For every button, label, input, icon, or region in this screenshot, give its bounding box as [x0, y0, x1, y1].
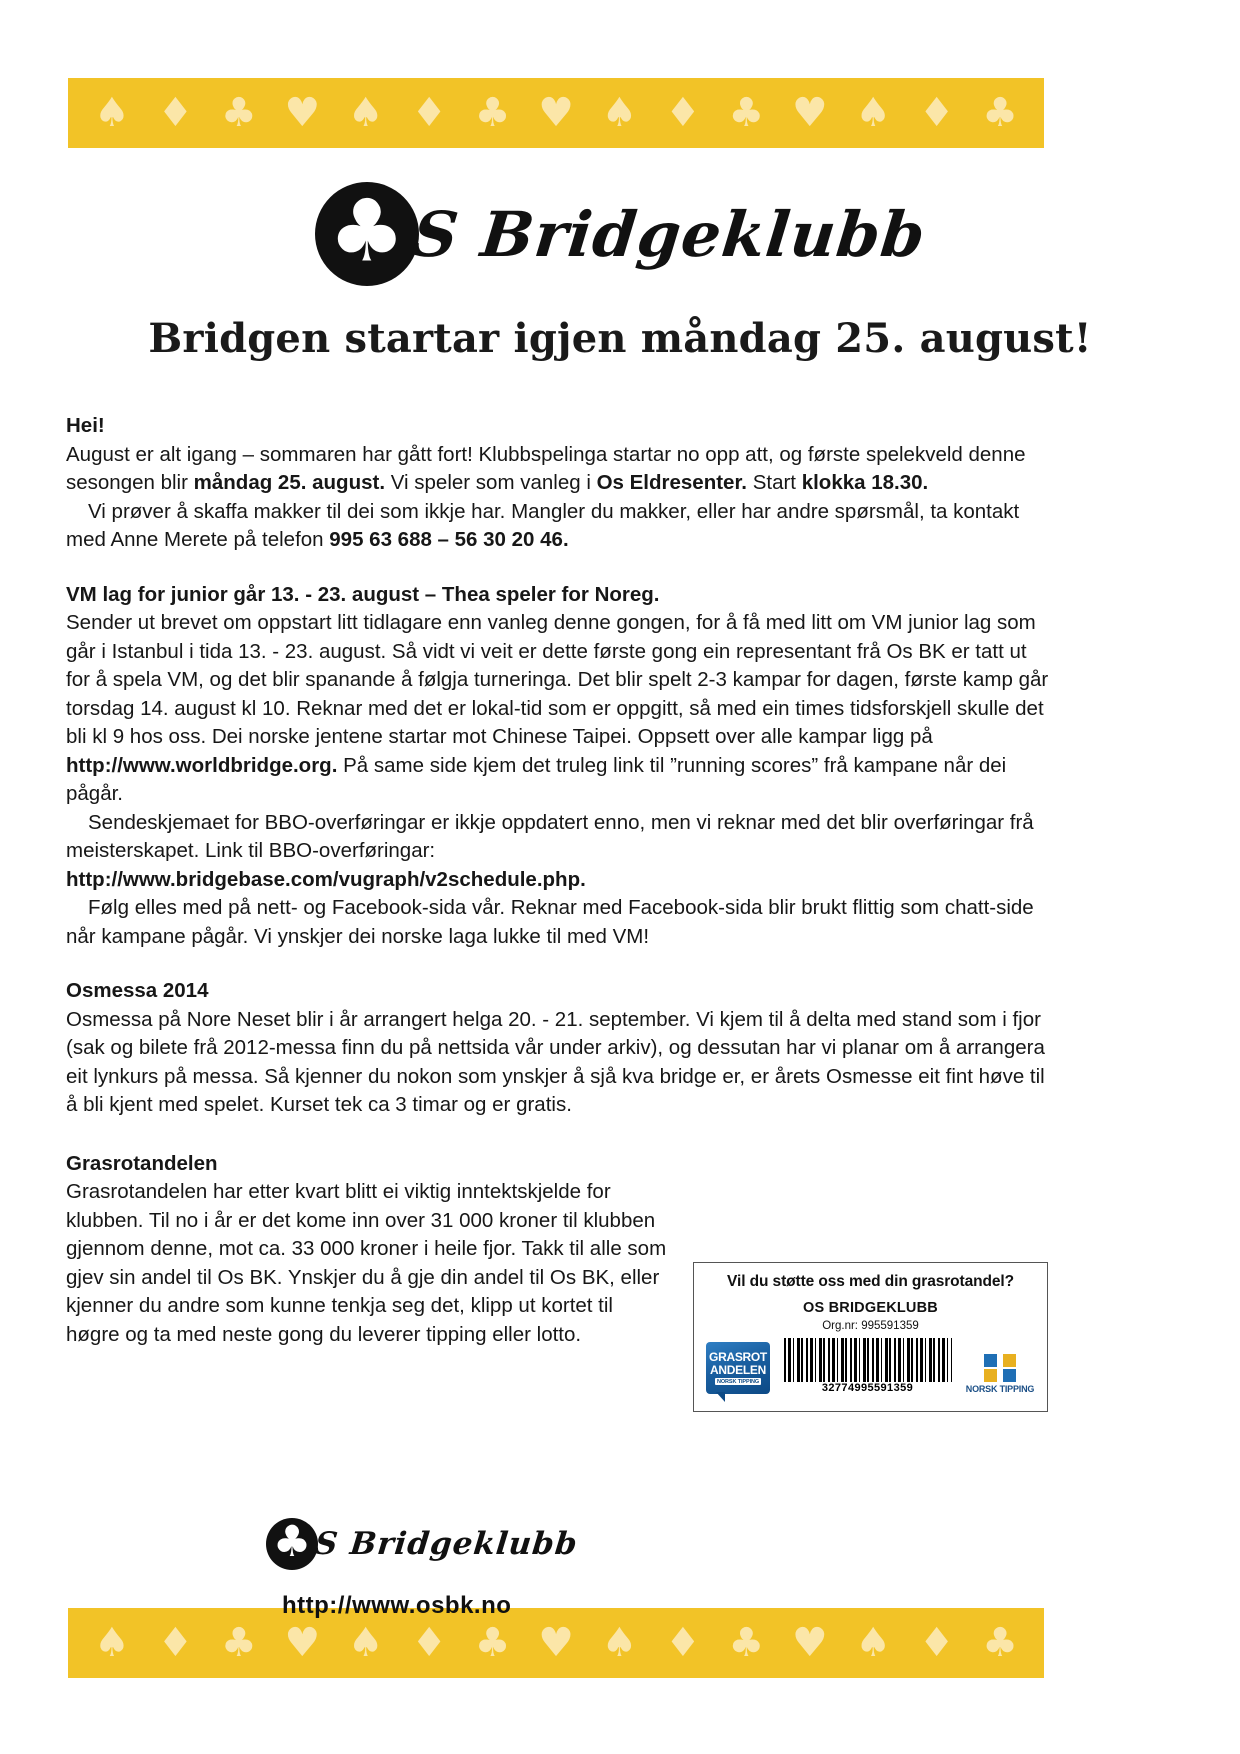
intro-paragraph-2	[66, 498, 1050, 555]
spade-suit-icon: ♠	[347, 1620, 384, 1666]
club-suit-icon: ♣	[728, 1620, 765, 1666]
norsk-tipping-mark-icon	[984, 1354, 1016, 1382]
grasrot-card-org-number: Org.nr: 995591359	[822, 1320, 919, 1332]
heart-suit-icon: ♥	[538, 1620, 574, 1666]
greeting-heading: Hei!	[66, 414, 105, 437]
diamond-suit-icon: ♦	[664, 90, 701, 136]
spade-suit-icon: ♠	[855, 90, 892, 136]
grasrot-card-club-name: OS BRIDGEKLUBB	[803, 1300, 938, 1316]
intro-text-e: Start	[747, 471, 802, 494]
spacer	[66, 555, 1050, 581]
club-suit-icon: ♣	[220, 1620, 257, 1666]
intro-venue-bold: Os Eldresenter.	[596, 471, 748, 494]
spade-suit-icon: ♠	[601, 1620, 638, 1666]
vm-paragraph-3: Følg elles med på nett- og Facebook-sida vår. Reknar med Facebook-sida blir brukt flittig som chatt-side når kampane pågår. Vi ynskjer dei norske laga lukke til med VM!	[66, 896, 1034, 948]
intro-text-a: August er alt igang – sommaren har gått fort! Klubbspelinga startar no opp att, og første spelekveld denne sesongen blir	[66, 442, 1026, 494]
club-suit-icon: ♣	[474, 1620, 511, 1666]
diamond-suit-icon: ♦	[918, 1620, 955, 1666]
footer-logo-text: S Bridgeklubb	[313, 1526, 580, 1562]
heart-suit-icon: ♥	[538, 90, 574, 136]
norsk-tipping-logo	[965, 1354, 1035, 1394]
spade-suit-icon: ♠	[94, 1620, 130, 1666]
bottom-suit-band	[68, 1608, 1044, 1678]
club-logo-text: S Bridgeklubb	[408, 197, 930, 271]
heart-suit-icon: ♥	[791, 90, 828, 136]
intro2-phone-bold: 995 63 688 – 56 30 20 46.	[329, 528, 569, 551]
vm-paragraph-2	[66, 809, 1050, 866]
bridgebase-url[interactable]: http://www.bridgebase.com/vugraph/v2schedule.php.	[66, 867, 586, 891]
spade-suit-icon: ♠	[94, 90, 130, 136]
footer-logo-circle	[266, 1518, 318, 1570]
club-suit-icon: ♣	[474, 90, 511, 136]
intro-text-c: Vi speler som vanleg i	[385, 471, 597, 494]
grasrot-logo-line3: NORSK TIPPING	[716, 1378, 760, 1385]
section-heading-grasrotandelen: Grasrotandelen	[66, 1151, 218, 1175]
grasrot-paragraph: Grasrotandelen har etter kvart blitt ei viktig inntektskjelde for klubben. Til no i år er det kome inn over 31 000 kroner til klubben gjennom denne, mot ca. 33 000 kroner i heile fjor. Takk til alle som gjev sin andel til Os BK. Ynskjer du å gje din andel til Os BK, eller kjenner du andre som kunne tenkja seg det, klipp ut kortet til høgre og ta med neste gong du leverer tipping eller lotto.	[66, 1180, 667, 1346]
intro-date-bold: måndag 25. august.	[193, 471, 386, 494]
diamond-suit-icon: ♦	[664, 1620, 701, 1666]
club-logo-header	[0, 182, 1240, 286]
intro-time-bold: klokka 18.30.	[801, 471, 929, 494]
vm-text-c: På same side kjem det truleg link til ”running scores” frå kampane når dei pågår.	[66, 753, 1007, 805]
grasrot-card-title: Vil du støtte oss med din grasrotandel?	[727, 1273, 1014, 1290]
website-url[interactable]: http://www.osbk.no	[282, 1592, 512, 1619]
club-suit-icon: ♣	[328, 181, 406, 282]
vm-paragraph-1	[66, 609, 1050, 809]
diamond-suit-icon: ♦	[157, 1620, 194, 1666]
barcode-block	[784, 1338, 952, 1394]
section-heading-vm: VM lag for junior går 13. - 23. august – Thea speler for Noreg.	[66, 582, 660, 606]
barcode-icon	[784, 1338, 952, 1382]
diamond-suit-icon: ♦	[918, 90, 955, 136]
club-suit-icon: ♣	[982, 90, 1018, 136]
grasrot-logo-line1: GRASROT	[709, 1350, 767, 1364]
club-logo-circle	[315, 182, 419, 286]
diamond-suit-icon: ♦	[157, 90, 194, 136]
diamond-suit-icon: ♦	[411, 90, 448, 136]
heart-suit-icon: ♥	[791, 1620, 828, 1666]
club-suit-icon: ♣	[272, 1517, 312, 1568]
osmessa-paragraph: Osmessa på Nore Neset blir i år arrangert helga 20. - 21. september. Vi kjem til å delta med stand som i fjor (sak og bilete frå 2012-messa finn du på nettsida vår under arkiv), og dessutan har vi planar om å arrangera eit lynkurs på messa. Så kjenner du nokon som ynskjer å sjå kva bridge er, er årets Osmesse eit fint høve til å bli kjent med spelet. Kurset tek ca 3 timar og er gratis.	[66, 1007, 1045, 1116]
barcode-number: 32774995591359	[821, 1382, 914, 1394]
section-heading-osmessa: Osmessa 2014	[66, 979, 209, 1002]
bbo-url-line	[66, 866, 1050, 895]
top-suit-band	[68, 78, 1044, 148]
grasrotandelen-logo-icon	[706, 1342, 770, 1394]
club-suit-icon: ♣	[728, 90, 765, 136]
spacer	[66, 951, 1050, 977]
vm-text-a: Sender ut brevet om oppstart litt tidlagare enn vanleg denne gongen, for å få med litt om VM junior lag som går i Istanbul i tida 13. - 23. august. Så vidt vi veit er dette første gong ein representant frå Os BK er tatt ut for å spela VM, og det blir spanande å følgja turneringa. Det blir spelt 2-3 kampar for dagen, første kamp går torsdag 14. august kl 10. Reknar med det er lokal-tid som er oppgitt, så med ein times tidsforskjell skulle det bli kl 9 hos oss. Dei norske jentene startar mot Chinese Taipei. Oppsett over alle kampar ligg på	[66, 611, 1049, 748]
spacer	[66, 1120, 1050, 1150]
heart-suit-icon: ♥	[284, 1620, 321, 1666]
intro2-text-a: Vi prøver å skaffa makker til dei som ikkje har. Mangler du makker, eller har andre spørsmål, ta kontakt med Anne Merete på telefon	[66, 499, 1020, 551]
diamond-suit-icon: ♦	[411, 1620, 448, 1666]
document-body	[66, 412, 1050, 1363]
worldbridge-url[interactable]: http://www.worldbridge.org.	[66, 753, 338, 777]
heart-suit-icon: ♥	[284, 90, 321, 136]
club-suit-icon: ♣	[220, 90, 257, 136]
spade-suit-icon: ♠	[855, 1620, 892, 1666]
page-title: Bridgen startar igjen måndag 25. august!	[148, 315, 1092, 362]
spade-suit-icon: ♠	[601, 90, 638, 136]
club-suit-icon: ♣	[982, 1620, 1018, 1666]
grasrot-logo-line2: ANDELEN	[710, 1362, 766, 1377]
intro-paragraph-1	[66, 441, 1050, 498]
grasrotandel-card[interactable]	[693, 1262, 1048, 1412]
norsk-tipping-label: NORSK TIPPING	[965, 1384, 1035, 1394]
vm2-text: Sendeskjemaet for BBO-overføringar er ikkje oppdatert enno, men vi reknar med det blir overføringar frå meisterskapet. Link til BBO-overføringar:	[66, 810, 1034, 862]
club-logo-footer	[266, 1518, 578, 1570]
spade-suit-icon: ♠	[347, 90, 384, 136]
grasrot-card-row	[702, 1338, 1039, 1394]
